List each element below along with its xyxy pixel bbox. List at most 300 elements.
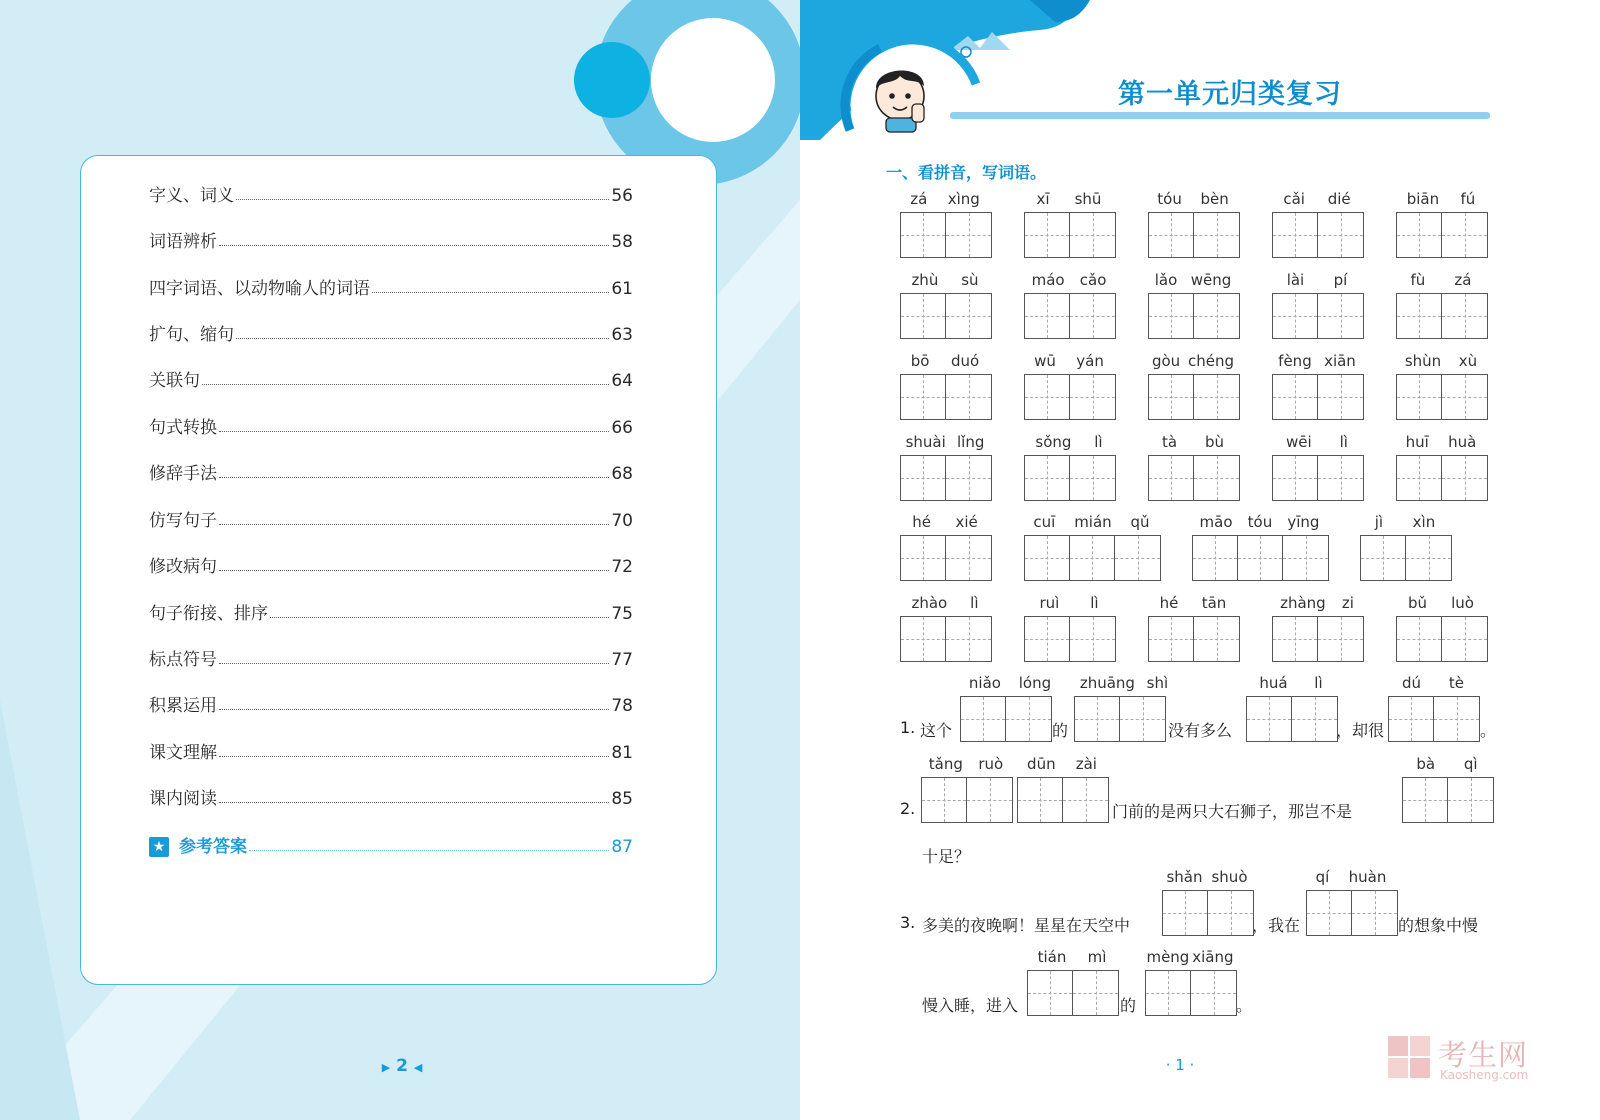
writing-cell[interactable] (1442, 617, 1487, 661)
sentence-text: 。 (1480, 721, 1497, 740)
writing-cell[interactable] (1149, 213, 1194, 257)
writing-cell[interactable] (946, 456, 991, 500)
toc-entry[interactable] (149, 827, 633, 857)
answer-box[interactable] (1396, 455, 1488, 501)
answer-box[interactable] (900, 293, 992, 339)
pinyin-label (1148, 433, 1238, 453)
writing-cell[interactable] (1025, 456, 1070, 500)
writing-cell[interactable] (1318, 213, 1363, 257)
pinyin-syllable: zá (910, 190, 928, 208)
writing-cell[interactable] (1025, 536, 1070, 580)
pinyin-syllable: fèng (1278, 352, 1312, 370)
pinyin-label (1148, 594, 1238, 614)
answer-box[interactable] (900, 455, 992, 501)
writing-cell[interactable] (946, 375, 991, 419)
sentence-text: 的想象中慢 (1398, 916, 1479, 935)
pinyin-syllable: jì (1374, 513, 1384, 531)
pinyin-syllable: dú (1401, 674, 1421, 692)
pinyin-syllable: lài (1286, 271, 1305, 289)
writing-cell[interactable] (1194, 213, 1239, 257)
pinyin-label (1272, 433, 1362, 453)
pinyin-syllable: niǎo (968, 674, 1001, 692)
answer-box[interactable] (1272, 616, 1364, 662)
pinyin-syllable: ruì (1039, 594, 1060, 612)
star-icon: ★ (149, 837, 169, 857)
writing-cell[interactable] (1070, 294, 1115, 338)
pinyin-label (1360, 513, 1450, 533)
toc-entry[interactable] (149, 361, 633, 391)
writing-cell[interactable] (922, 778, 967, 822)
unit-title: 第一单元归类复习 (1118, 79, 1342, 110)
toc-entry[interactable] (149, 686, 633, 716)
toc-leader-dots (219, 524, 609, 525)
sentence-text: ，却很 (1336, 721, 1385, 740)
writing-cell[interactable] (1194, 294, 1239, 338)
writing-cell[interactable] (1318, 294, 1363, 338)
writing-cell[interactable] (1292, 697, 1337, 741)
answer-box[interactable] (1148, 374, 1240, 420)
toc-page-number: 70 (611, 511, 633, 531)
toc-entry[interactable] (149, 779, 633, 809)
writing-cell[interactable] (1025, 375, 1070, 419)
pinyin-syllable: zi (1341, 594, 1354, 612)
writing-cell[interactable] (1073, 971, 1118, 1015)
toc-page-number: 77 (611, 650, 633, 670)
pinyin-syllable: xìng (947, 190, 980, 208)
pinyin-label (900, 271, 990, 291)
toc-leader-dots (219, 802, 609, 803)
pinyin-syllable: shū (1074, 190, 1102, 208)
pinyin-syllable: bèn (1200, 190, 1229, 208)
pinyin-syllable: qì (1463, 755, 1478, 773)
writing-cell[interactable] (946, 213, 991, 257)
toc-leader-dots (249, 850, 609, 851)
answer-box[interactable] (1272, 293, 1364, 339)
writing-cell[interactable] (1406, 536, 1451, 580)
pinyin-label (1306, 868, 1396, 888)
toc-leader-dots (202, 384, 609, 385)
pinyin-label (1162, 868, 1252, 888)
pinyin-syllable: lì (970, 594, 979, 612)
pinyin-syllable: cǎo (1079, 271, 1107, 289)
pinyin-syllable: xiān (1324, 352, 1356, 370)
toc-leader-dots (219, 431, 609, 432)
answer-box[interactable] (1246, 696, 1338, 742)
pinyin-syllable: dié (1327, 190, 1351, 208)
pinyin-label (1148, 190, 1238, 210)
pinyin-label (1148, 352, 1238, 372)
toc-page-number: 61 (611, 279, 633, 299)
writing-cell[interactable] (1025, 617, 1070, 661)
pinyin-syllable: lì (1094, 433, 1103, 451)
answer-box[interactable] (900, 374, 992, 420)
writing-cell[interactable] (1247, 697, 1292, 741)
pinyin-syllable: mèng (1146, 948, 1190, 966)
toc-title: 词语辨析 (149, 232, 217, 252)
pinyin-label (1396, 352, 1486, 372)
pinyin-syllable: mì (1087, 948, 1107, 966)
pinyin-syllable: shǎn (1166, 868, 1203, 886)
pinyin-syllable: dūn (1027, 755, 1056, 773)
toc-title: 积累运用 (149, 696, 217, 716)
pinyin-syllable: qǔ (1130, 513, 1150, 531)
writing-cell[interactable] (901, 456, 946, 500)
toc-entry[interactable] (149, 501, 633, 531)
writing-cell[interactable] (1434, 697, 1479, 741)
writing-cell[interactable] (1191, 971, 1236, 1015)
pinyin-label (1388, 674, 1478, 694)
answer-box[interactable] (1148, 212, 1240, 258)
pinyin-syllable: chéng (1188, 352, 1235, 370)
sentence-number: 1. (900, 718, 916, 737)
pinyin-syllable: zài (1075, 755, 1097, 773)
table-of-contents (80, 155, 717, 985)
writing-cell[interactable] (1194, 375, 1239, 419)
answer-box[interactable] (1402, 777, 1494, 823)
writing-cell[interactable] (1361, 536, 1406, 580)
toc-page-number: 85 (611, 789, 633, 809)
pinyin-syllable: shuài (905, 433, 946, 451)
pinyin-syllable: lǎo (1154, 271, 1178, 289)
pinyin-syllable: bù (1204, 433, 1225, 451)
pinyin-label (900, 513, 990, 533)
pinyin-label (1402, 755, 1492, 775)
writing-cell[interactable] (1352, 891, 1397, 935)
writing-cell[interactable] (1149, 617, 1194, 661)
writing-cell[interactable] (1448, 778, 1493, 822)
writing-cell[interactable] (946, 617, 991, 661)
pinyin-syllable: tǎng (928, 755, 963, 773)
writing-cell[interactable] (1163, 891, 1208, 935)
pinyin-syllable: zhuāng (1079, 674, 1135, 692)
toc-leader-dots (219, 709, 609, 710)
toc-page-number: 58 (611, 232, 633, 252)
toc-entry[interactable] (149, 269, 633, 299)
sentence-text: 的 (1052, 721, 1069, 740)
pinyin-syllable: tián (1037, 948, 1067, 966)
pinyin-syllable: mián (1074, 513, 1112, 531)
pinyin-label (1396, 594, 1486, 614)
pinyin-label (1024, 594, 1114, 614)
sentence-number: 3. (900, 913, 916, 932)
pinyin-syllable: hé (912, 513, 931, 531)
writing-cell[interactable] (1273, 213, 1318, 257)
pinyin-label (1396, 433, 1486, 453)
writing-cell[interactable] (961, 697, 1006, 741)
toc-entry[interactable] (149, 454, 633, 484)
writing-cell[interactable] (1442, 213, 1487, 257)
toc-page-number: 75 (611, 604, 633, 624)
writing-cell[interactable] (1070, 617, 1115, 661)
toc-page-number: 78 (611, 696, 633, 716)
writing-cell[interactable] (1389, 697, 1434, 741)
pinyin-label (1024, 271, 1114, 291)
pinyin-label (1145, 948, 1235, 968)
pinyin-syllable: shuò (1211, 868, 1248, 886)
answer-box[interactable] (1148, 616, 1240, 662)
answer-box[interactable] (1024, 293, 1116, 339)
pinyin-syllable: bǔ (1408, 594, 1428, 612)
answer-box[interactable] (1272, 455, 1364, 501)
toc-page-number: 81 (611, 743, 633, 763)
answer-box[interactable] (960, 696, 1052, 742)
pinyin-syllable: bō (910, 352, 930, 370)
writing-cell[interactable] (1025, 213, 1070, 257)
writing-cell[interactable] (1283, 536, 1328, 580)
answer-box[interactable] (921, 777, 1013, 823)
pinyin-syllable: xù (1458, 352, 1478, 370)
answer-box[interactable] (900, 616, 992, 662)
toc-leader-dots (236, 338, 609, 339)
pinyin-syllable: ruò (978, 755, 1004, 773)
pinyin-syllable: qí (1315, 868, 1330, 886)
pinyin-syllable: shùn (1404, 352, 1442, 370)
toc-page-number: 66 (611, 418, 633, 438)
writing-cell[interactable] (1194, 456, 1239, 500)
toc-title: 句式转换 (149, 418, 217, 438)
pinyin-syllable: yīng (1287, 513, 1320, 531)
answer-box[interactable] (1017, 777, 1109, 823)
answer-box[interactable] (1024, 616, 1116, 662)
pinyin-label (1272, 271, 1362, 291)
pinyin-syllable: fù (1410, 271, 1426, 289)
toc-page-number: 63 (611, 325, 633, 345)
pinyin-syllable: huá (1259, 674, 1288, 692)
writing-cell[interactable] (1070, 213, 1115, 257)
pinyin-syllable: tóu (1247, 513, 1273, 531)
toc-title: 参考答案 (179, 837, 247, 857)
toc-entry[interactable] (149, 594, 633, 624)
pinyin-label (1272, 190, 1362, 210)
sentence-text: 这个 (920, 721, 953, 740)
writing-cell[interactable] (1146, 971, 1191, 1015)
answer-box[interactable] (1162, 890, 1254, 936)
pinyin-syllable: duó (951, 352, 980, 370)
writing-cell[interactable] (1070, 456, 1115, 500)
writing-cell[interactable] (901, 213, 946, 257)
toc-title: 扩句、缩句 (149, 325, 234, 345)
answer-box[interactable] (1396, 212, 1488, 258)
writing-cell[interactable] (946, 536, 991, 580)
writing-cell[interactable] (1307, 891, 1352, 935)
pinyin-syllable: zhào (911, 594, 948, 612)
writing-cell[interactable] (1149, 294, 1194, 338)
pinyin-syllable: xié (955, 513, 978, 531)
answer-box[interactable] (1272, 374, 1364, 420)
answer-box[interactable] (1074, 696, 1166, 742)
pinyin-label (900, 352, 990, 372)
pinyin-label (900, 190, 990, 210)
pinyin-syllable: luò (1451, 594, 1474, 612)
writing-cell[interactable] (1025, 294, 1070, 338)
toc-title: 四字词语、以动物喻人的词语 (149, 279, 370, 299)
right-page (800, 0, 1600, 1120)
pinyin-syllable: zhù (911, 271, 939, 289)
writing-cell[interactable] (1063, 778, 1108, 822)
writing-cell[interactable] (1115, 536, 1160, 580)
toc-title: 课内阅读 (149, 789, 217, 809)
pinyin-label (900, 433, 990, 453)
writing-cell[interactable] (1397, 375, 1442, 419)
answer-box[interactable] (1148, 293, 1240, 339)
answer-box[interactable] (1192, 535, 1329, 581)
sentence-text: 十足？ (922, 847, 971, 866)
pinyin-syllable: sǒng (1035, 433, 1072, 451)
right-page-number: · 1 · (1165, 1056, 1195, 1074)
pinyin-syllable: gòu (1151, 352, 1181, 370)
answer-box[interactable] (1145, 970, 1237, 1016)
pinyin-label (1027, 948, 1117, 968)
writing-cell[interactable] (901, 617, 946, 661)
toc-entry[interactable] (149, 222, 633, 252)
left-page-number: ▶ 2 ◀ (381, 1056, 423, 1076)
pinyin-syllable: xìn (1412, 513, 1436, 531)
writing-cell[interactable] (901, 536, 946, 580)
toc-entry[interactable] (149, 733, 633, 763)
writing-cell[interactable] (946, 294, 991, 338)
pinyin-syllable: máo (1031, 271, 1065, 289)
writing-cell[interactable] (1442, 456, 1487, 500)
pinyin-syllable: fú (1460, 190, 1476, 208)
sentence-text: 慢入睡，进入 (922, 996, 1019, 1015)
toc-entry[interactable] (149, 315, 633, 345)
writing-cell[interactable] (1273, 375, 1318, 419)
sentence-text: 的 (1120, 996, 1137, 1015)
writing-cell[interactable] (1318, 456, 1363, 500)
pinyin-syllable: cuī (1033, 513, 1056, 531)
toc-page-number: 72 (611, 557, 633, 577)
writing-cell[interactable] (1075, 697, 1120, 741)
pinyin-syllable: tè (1448, 674, 1465, 692)
writing-cell[interactable] (1028, 971, 1073, 1015)
writing-cell[interactable] (1442, 375, 1487, 419)
answer-box[interactable] (1396, 293, 1488, 339)
toc-title: 课文理解 (149, 743, 217, 763)
pinyin-syllable: tóu (1157, 190, 1182, 208)
writing-cell[interactable] (1397, 294, 1442, 338)
toc-entry[interactable] (149, 176, 633, 206)
pinyin-label (1074, 674, 1174, 694)
writing-cell[interactable] (1208, 891, 1253, 935)
pinyin-syllable: lóng (1018, 674, 1052, 692)
writing-cell[interactable] (1149, 456, 1194, 500)
toc-entry[interactable] (149, 640, 633, 670)
sentence-text: 没有多么 (1168, 721, 1233, 740)
answer-box[interactable] (1024, 212, 1116, 258)
pinyin-label (1024, 190, 1114, 210)
answer-box[interactable] (1272, 212, 1364, 258)
writing-cell[interactable] (1397, 213, 1442, 257)
section-heading: 一、看拼音，写词语。 (886, 163, 1047, 182)
answer-box[interactable] (1148, 455, 1240, 501)
toc-leader-dots (372, 292, 609, 293)
writing-cell[interactable] (1193, 536, 1238, 580)
toc-title: 修改病句 (149, 557, 217, 577)
pinyin-syllable: cǎi (1283, 190, 1305, 208)
pinyin-syllable: sù (961, 271, 979, 289)
pinyin-syllable: wēng (1190, 271, 1232, 289)
writing-cell[interactable] (1397, 617, 1442, 661)
writing-cell[interactable] (1070, 536, 1115, 580)
sentence-text: ，我在 (1252, 916, 1301, 935)
toc-entry[interactable] (149, 547, 633, 577)
toc-entry[interactable] (149, 408, 633, 438)
writing-cell[interactable] (1273, 617, 1318, 661)
sentence-number: 2. (900, 799, 916, 818)
watermark-text: 考生网 (1438, 1038, 1529, 1072)
toc-page-number: 68 (611, 464, 633, 484)
pinyin-label (1246, 674, 1336, 694)
pinyin-label (1024, 352, 1114, 372)
pinyin-syllable: zhàng (1280, 594, 1326, 612)
answer-box[interactable] (900, 212, 992, 258)
writing-cell[interactable] (901, 375, 946, 419)
toc-title: 字义、词义 (149, 186, 234, 206)
pinyin-syllable: yán (1076, 352, 1104, 370)
writing-cell[interactable] (1238, 536, 1283, 580)
pinyin-label (1272, 352, 1362, 372)
answer-box[interactable] (900, 535, 992, 581)
pinyin-syllable: lì (1314, 674, 1323, 692)
toc-leader-dots (219, 570, 609, 571)
writing-cell[interactable] (1273, 456, 1318, 500)
writing-cell[interactable] (1403, 778, 1448, 822)
answer-box[interactable] (1396, 616, 1488, 662)
pinyin-label (1148, 271, 1238, 291)
pinyin-syllable: zá (1454, 271, 1472, 289)
toc-leader-dots (219, 756, 609, 757)
pinyin-syllable: māo (1199, 513, 1233, 531)
writing-cell[interactable] (1149, 375, 1194, 419)
answer-box[interactable] (1360, 535, 1452, 581)
answer-box[interactable] (1388, 696, 1480, 742)
toc-title: 仿写句子 (149, 511, 217, 531)
answer-box[interactable] (1024, 535, 1161, 581)
pinyin-syllable: huà (1448, 433, 1477, 451)
writing-cell[interactable] (901, 294, 946, 338)
writing-cell[interactable] (1318, 375, 1363, 419)
sentence-text: 门前的是两只大石狮子，那岂不是 (1112, 802, 1353, 821)
answer-box[interactable] (1027, 970, 1119, 1016)
writing-cell[interactable] (1442, 294, 1487, 338)
answer-box[interactable] (1024, 374, 1116, 420)
answer-box[interactable] (1396, 374, 1488, 420)
pinyin-syllable: wēi (1285, 433, 1312, 451)
pinyin-label (1192, 513, 1327, 533)
pinyin-syllable: tà (1161, 433, 1178, 451)
answer-box[interactable] (1024, 455, 1116, 501)
writing-cell[interactable] (1318, 617, 1363, 661)
writing-cell[interactable] (1273, 294, 1318, 338)
writing-cell[interactable] (1018, 778, 1063, 822)
toc-title: 修辞手法 (149, 464, 217, 484)
writing-cell[interactable] (1006, 697, 1051, 741)
pinyin-label (1396, 271, 1486, 291)
writing-cell[interactable] (1070, 375, 1115, 419)
writing-cell[interactable] (1194, 617, 1239, 661)
pinyin-syllable: lì (1339, 433, 1348, 451)
pinyin-label (1396, 190, 1486, 210)
answer-box[interactable] (1306, 890, 1398, 936)
writing-cell[interactable] (1397, 456, 1442, 500)
pinyin-syllable: pí (1333, 271, 1348, 289)
toc-title: 标点符号 (149, 650, 217, 670)
writing-cell[interactable] (1120, 697, 1165, 741)
toc-leader-dots (219, 663, 609, 664)
sentence-text: 多美的夜晚啊！星星在天空中 (922, 916, 1131, 935)
toc-title: 句子衔接、排序 (149, 604, 268, 624)
writing-cell[interactable] (967, 778, 1012, 822)
